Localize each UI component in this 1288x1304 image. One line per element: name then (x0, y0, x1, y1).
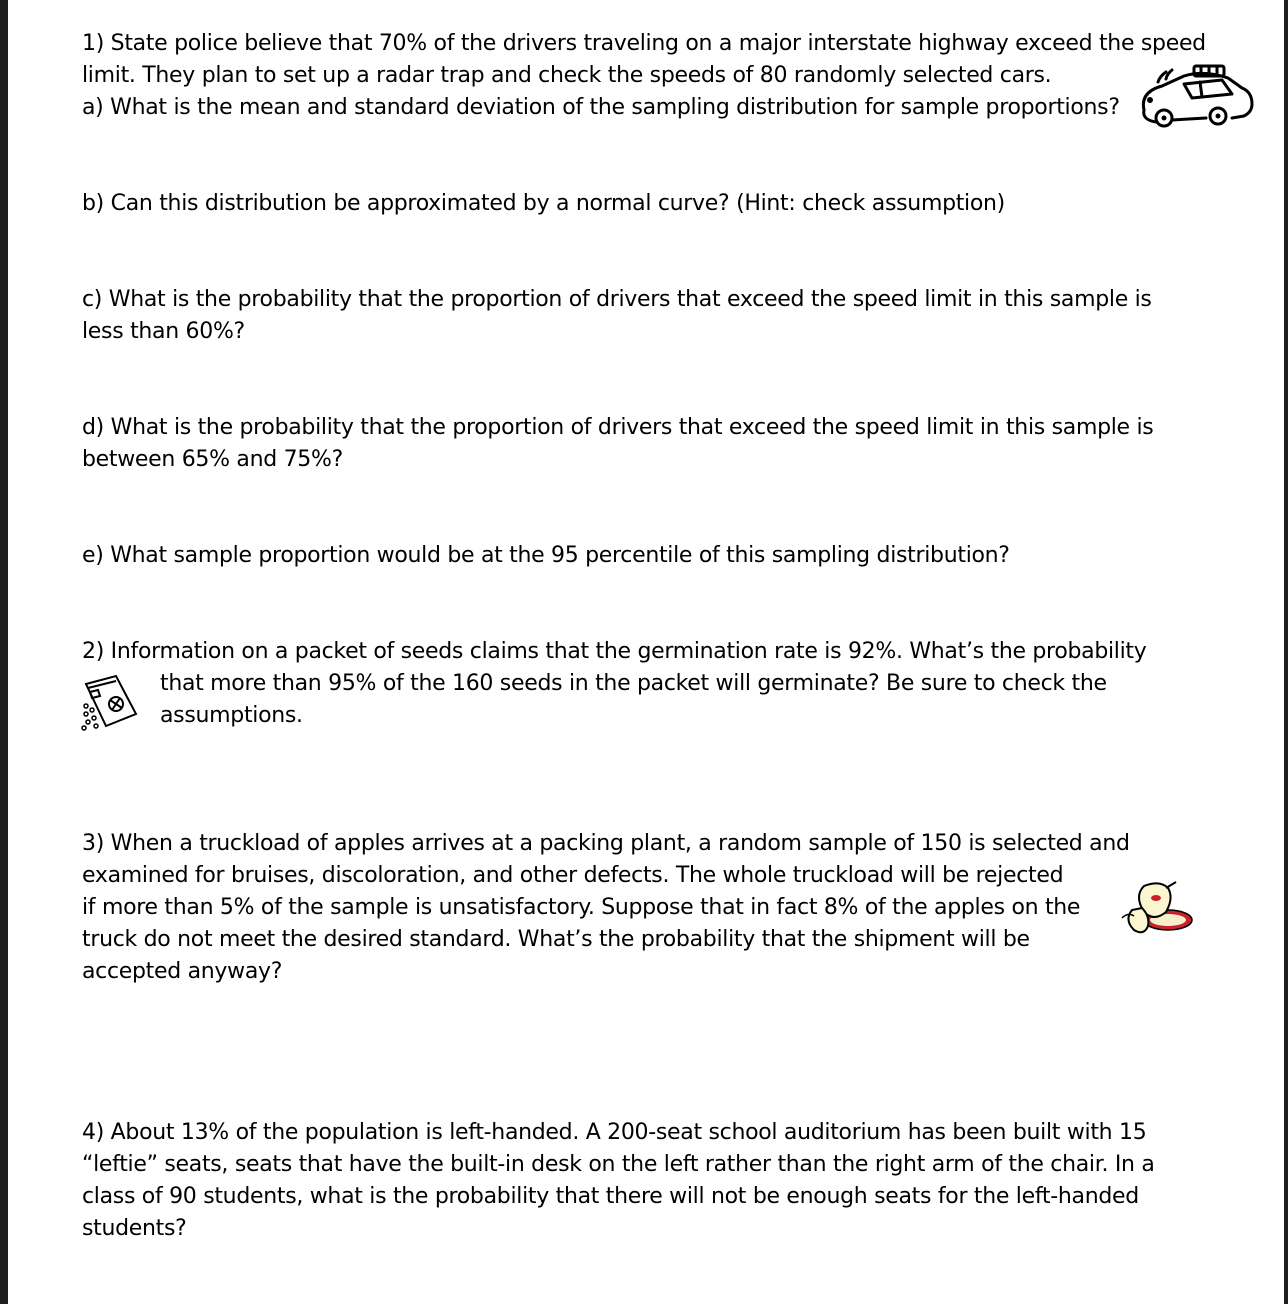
q1-part-d (82, 412, 1153, 476)
q1-part-b-text: b) Can this distribution be approximated by a normal curve? (Hint: check assumption) (82, 191, 1005, 216)
q3-line-3: if more than 5% of the sample is unsatisfactory. Suppose that in fact 8% of the apples on the (82, 895, 1081, 920)
worksheet-page (8, 0, 1284, 1304)
q4-line-4: students? (82, 1216, 187, 1241)
q1-part-e-text: e) What sample proportion would be at the 95 percentile of this sampling distribution? (82, 543, 1010, 568)
police-car-icon (1136, 60, 1256, 132)
apple-icon (1116, 876, 1198, 940)
q2-line-3: assumptions. (160, 703, 303, 728)
question-1 (82, 28, 1206, 124)
q4-line-1: 4) About 13% of the population is left-handed. A 200-seat school auditorium has been built with 15 (82, 1120, 1147, 1145)
q4-line-2: “leftie” seats, seats that have the built-in desk on the left rather than the right arm of the chair. In a (82, 1152, 1155, 1177)
q3-line-4: truck do not meet the desired standard. What’s the probability that the shipment will be (82, 927, 1030, 952)
q1-line-1: 1) State police believe that 70% of the drivers traveling on a major interstate highway exceed the speed (82, 31, 1206, 56)
question-2 (82, 636, 1146, 732)
q4-line-3: class of 90 students, what is the probability that there will not be enough seats for the left-handed (82, 1184, 1139, 1209)
question-3 (82, 828, 1130, 988)
q1-part-d-line-2: between 65% and 75%? (82, 447, 343, 472)
q1-part-c (82, 284, 1152, 348)
question-4 (82, 1117, 1155, 1245)
q1-part-c-line-2: less than 60%? (82, 319, 245, 344)
q1-part-e (82, 540, 1010, 572)
q2-line-2: that more than 95% of the 160 seeds in the packet will germinate? Be sure to check the (160, 671, 1107, 696)
q3-line-1: 3) When a truckload of apples arrives at a packing plant, a random sample of 150 is selected and (82, 831, 1130, 856)
q3-line-5: accepted anyway? (82, 959, 283, 984)
q1-line-2: limit. They plan to set up a radar trap and check the speeds of 80 randomly selected cars. (82, 63, 1052, 88)
q1-part-b (82, 188, 1005, 220)
q2-line-1: 2) Information on a packet of seeds claims that the germination rate is 92%. What’s the probability (82, 639, 1147, 664)
seed-packet-icon (80, 670, 142, 732)
q1-part-d-line-1: d) What is the probability that the proportion of drivers that exceed the speed limit in this sample is (82, 415, 1154, 440)
q1-part-a: a) What is the mean and standard deviation of the sampling distribution for sample proportions? (82, 95, 1120, 120)
q3-line-2: examined for bruises, discoloration, and other defects. The whole truckload will be rejected (82, 863, 1064, 888)
q1-part-c-line-1: c) What is the probability that the proportion of drivers that exceed the speed limit in this sample is (82, 287, 1152, 312)
